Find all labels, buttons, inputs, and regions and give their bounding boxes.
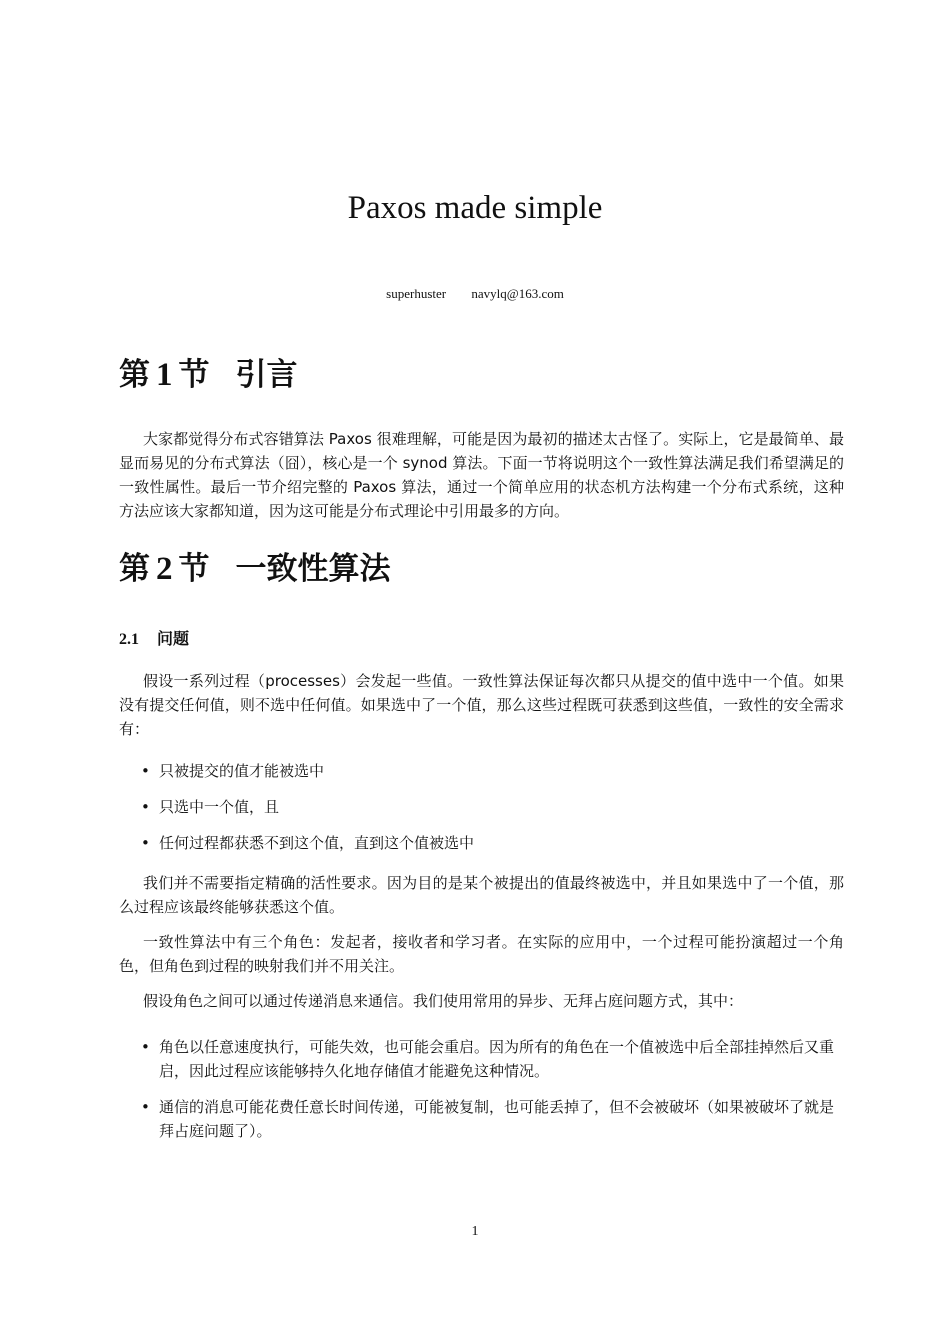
section-title: 引言 [235, 357, 298, 393]
section-heading-consensus [119, 539, 844, 601]
subsection-heading-problem [119, 627, 844, 651]
section-number: 1 [156, 357, 173, 393]
list-item: • 任何过程都获悉不到这个值，直到这个值被选中 [119, 831, 844, 855]
roles-paragraph: 一致性算法中有三个角色：发起者，接收者和学习者。在实际的应用中，一个过程可能扮演超过一个角色，但角色到过程的映射我们并不用关注。 [119, 933, 844, 975]
section-prefix: 第 [119, 551, 150, 587]
list-item: • 通信的消息可能花费任意长时间传递，可能被复制，也可能丢掉了，但不会被破坏（如果被破坏了就是拜占庭问题了）。 [119, 1095, 844, 1143]
intro-paragraph: 大家都觉得分布式容错算法 Paxos 很难理解，可能是因为最初的描述太古怪了。实际上，它是最简单、最显而易见的分布式算法（囧），核心是一个 synod 算法。下面一节将说明这个一致性算法满足我们希望满足的一致性属性。最后一节介绍完整的 Paxos 算法，通过一个简单应用的状态机方法构建一个分布式系统，这种方法应该大家都知道，因为这可能是分布式理论中引用最多的方向。 [119, 430, 844, 520]
section-title: 一致性算法 [235, 551, 391, 587]
section-heading-intro [119, 345, 844, 407]
system-model-list [119, 1035, 844, 1143]
author-name: superhuster [386, 286, 447, 301]
author-line [0, 286, 950, 302]
section-suffix: 节 [178, 551, 210, 587]
section-prefix: 第 [119, 357, 150, 393]
author-email: navylq@163.com [471, 286, 564, 301]
problem-intro-paragraph: 假设一系列过程（processes）会发起一些值。一致性算法保证每次都只从提交的值中选中一个值。如果没有提交任何值，则不选中任何值。如果选中了一个值，那么这些过程既可获悉到这些值，一致性的安全需求有： [119, 672, 844, 738]
safety-requirements-list [119, 759, 844, 855]
list-item: • 只被提交的值才能被选中 [119, 759, 844, 783]
page-number: 1 [471, 1224, 479, 1239]
section-number: 2 [156, 551, 173, 587]
model-paragraph: 假设角色之间可以通过传递消息来通信。我们使用常用的异步、无拜占庭问题方式，其中： [143, 992, 744, 1010]
liveness-paragraph: 我们并不需要指定精确的活性要求。因为目的是某个被提出的值最终被选中，并且如果选中了一个值，那么过程应该最终能够获悉这个值。 [119, 874, 844, 916]
paper-body [119, 345, 844, 1159]
section-suffix: 节 [178, 357, 210, 393]
list-item: • 只选中一个值，且 [119, 795, 844, 819]
list-item: • 角色以任意速度执行，可能失效，也可能会重启。因为所有的角色在一个值被选中后全部挂掉然后又重启，因此过程应该能够持久化地存储值才能避免这种情况。 [119, 1035, 844, 1083]
subsection-number: 2.1 [119, 631, 139, 648]
paper-title: Paxos made simple [347, 190, 603, 226]
subsection-title: 问题 [157, 629, 190, 648]
